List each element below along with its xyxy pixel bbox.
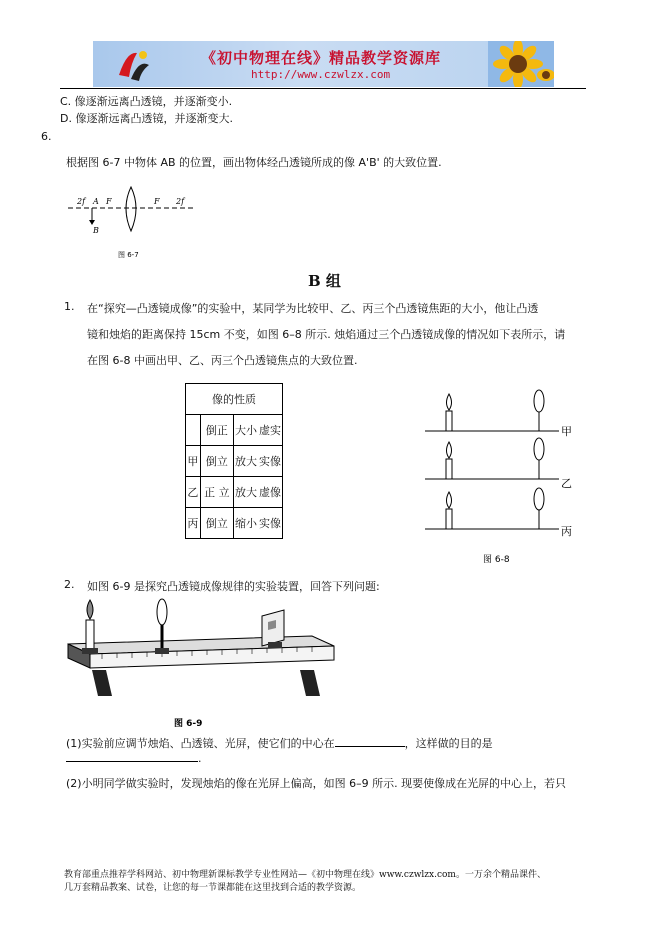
header-rule — [60, 88, 586, 89]
figure-6-7-caption: 图 6-7 — [118, 251, 139, 259]
label-yi: 乙 — [561, 477, 572, 490]
sub-1-text-a: (1)实验前应调节烛焰、凸透镜、光屏，使它们的中心在 — [66, 737, 335, 750]
label-bing: 丙 — [561, 525, 572, 538]
table-header: 像的性质 — [186, 384, 283, 415]
question-6-number: 6. — [41, 130, 52, 143]
banner-title: 《初中物理在线》精品教学资源库 — [201, 49, 442, 67]
table-cell: 放大 — [234, 477, 258, 508]
table-cell: 倒立 — [200, 508, 233, 539]
table-cell — [186, 415, 201, 446]
bench-jia — [425, 390, 559, 431]
option-c: C. 像逐渐远离凸透镜，并逐渐变小. — [60, 95, 233, 108]
table-cell: 甲 — [186, 446, 201, 477]
table-row — [186, 446, 283, 477]
site-logo-icon — [113, 45, 153, 83]
footer-line-2: 几万套精品教案、试卷，让您的每一节课都能在这里找到合适的教学资源。 — [64, 883, 362, 893]
question-2-number: 2. — [64, 578, 75, 591]
question-2-sub-1-continued — [66, 752, 202, 765]
footer-line-1: 教育部重点推荐学科网站、初中物理新课标教学专业性网站—《初中物理在线》www.czwlzx.com。一万余个精品课件、 — [64, 870, 546, 880]
answer-blank-center[interactable] — [335, 746, 405, 747]
question-1-line-1: 在“探究—凸透镜成像”的实验中，某同学为比较甲、乙、丙三个凸透镜焦距的大小，他让凸透 — [87, 302, 539, 315]
question-1-line-2: 镜和烛焰的距离保持 15cm 不变，如图 6–8 所示. 烛焰通过三个凸透镜成像的情况如下表所示，请 — [87, 328, 566, 341]
table-cell: 乙 — [186, 477, 201, 508]
table-cell: 缩小 — [234, 508, 258, 539]
label-f-left: F — [106, 197, 112, 206]
label-b: B — [93, 226, 99, 235]
table-cell: 大小 — [234, 415, 258, 446]
label-2f-right: 2f — [176, 197, 185, 206]
table-row — [186, 477, 283, 508]
figure-6-9-optical-bench — [62, 598, 342, 733]
label-a: A — [93, 197, 99, 206]
figure-6-8-caption: 图 6-8 — [483, 555, 510, 565]
table-cell: 虚像 — [258, 477, 283, 508]
bench-bing — [425, 488, 559, 529]
table-cell: 正 立 — [200, 477, 233, 508]
table-cell: 放大 — [234, 446, 258, 477]
question-2-text: 如图 6-9 是探究凸透镜成像规律的实验装置，回答下列问题: — [87, 580, 380, 593]
question-2-sub-1 — [66, 735, 493, 751]
group-b-title: B 组 — [308, 272, 341, 290]
question-2-sub-2: (2)小明同学做实验时，发现烛焰的像在光屏上偏高，如图 6–9 所示. 现要使像成在光屏的中心上，若只 — [66, 777, 567, 790]
table-row — [186, 508, 283, 539]
table-cell: 倒正 — [200, 415, 233, 446]
sub-1-text-b: ，这样做的目的是 — [404, 737, 493, 750]
figure-6-7 — [68, 185, 198, 265]
question-1-number: 1. — [64, 300, 75, 313]
bench-yi — [425, 438, 559, 479]
table-cell: 丙 — [186, 508, 201, 539]
table-cell: 实像 — [258, 508, 283, 539]
image-properties-table — [185, 383, 283, 539]
figure-6-8 — [425, 385, 575, 570]
label-jia: 甲 — [561, 425, 572, 438]
table-cell: 实像 — [258, 446, 283, 477]
sunflower-icon — [488, 41, 554, 87]
label-f-right: F — [154, 197, 160, 206]
sub-1-end: . — [198, 752, 202, 765]
option-d: D. 像逐渐远离凸透镜，并逐渐变大. — [60, 112, 233, 125]
banner-url[interactable]: http://www.czwlzx.com — [251, 68, 391, 81]
table-cell: 倒立 — [200, 446, 233, 477]
figure-6-9-caption: 图 6-9 — [174, 719, 203, 729]
question-6-text: 根据图 6-7 中物体 AB 的位置，画出物体经凸透镜所成的像 A'B' 的大致位置. — [66, 156, 442, 169]
table-cell: 虚实 — [258, 415, 283, 446]
question-1-line-3: 在图 6-8 中画出甲、乙、丙三个凸透镜焦点的大致位置. — [87, 354, 358, 367]
header-banner — [93, 41, 554, 87]
answer-blank-purpose[interactable] — [66, 761, 198, 762]
label-2f-left: 2f — [77, 197, 86, 206]
